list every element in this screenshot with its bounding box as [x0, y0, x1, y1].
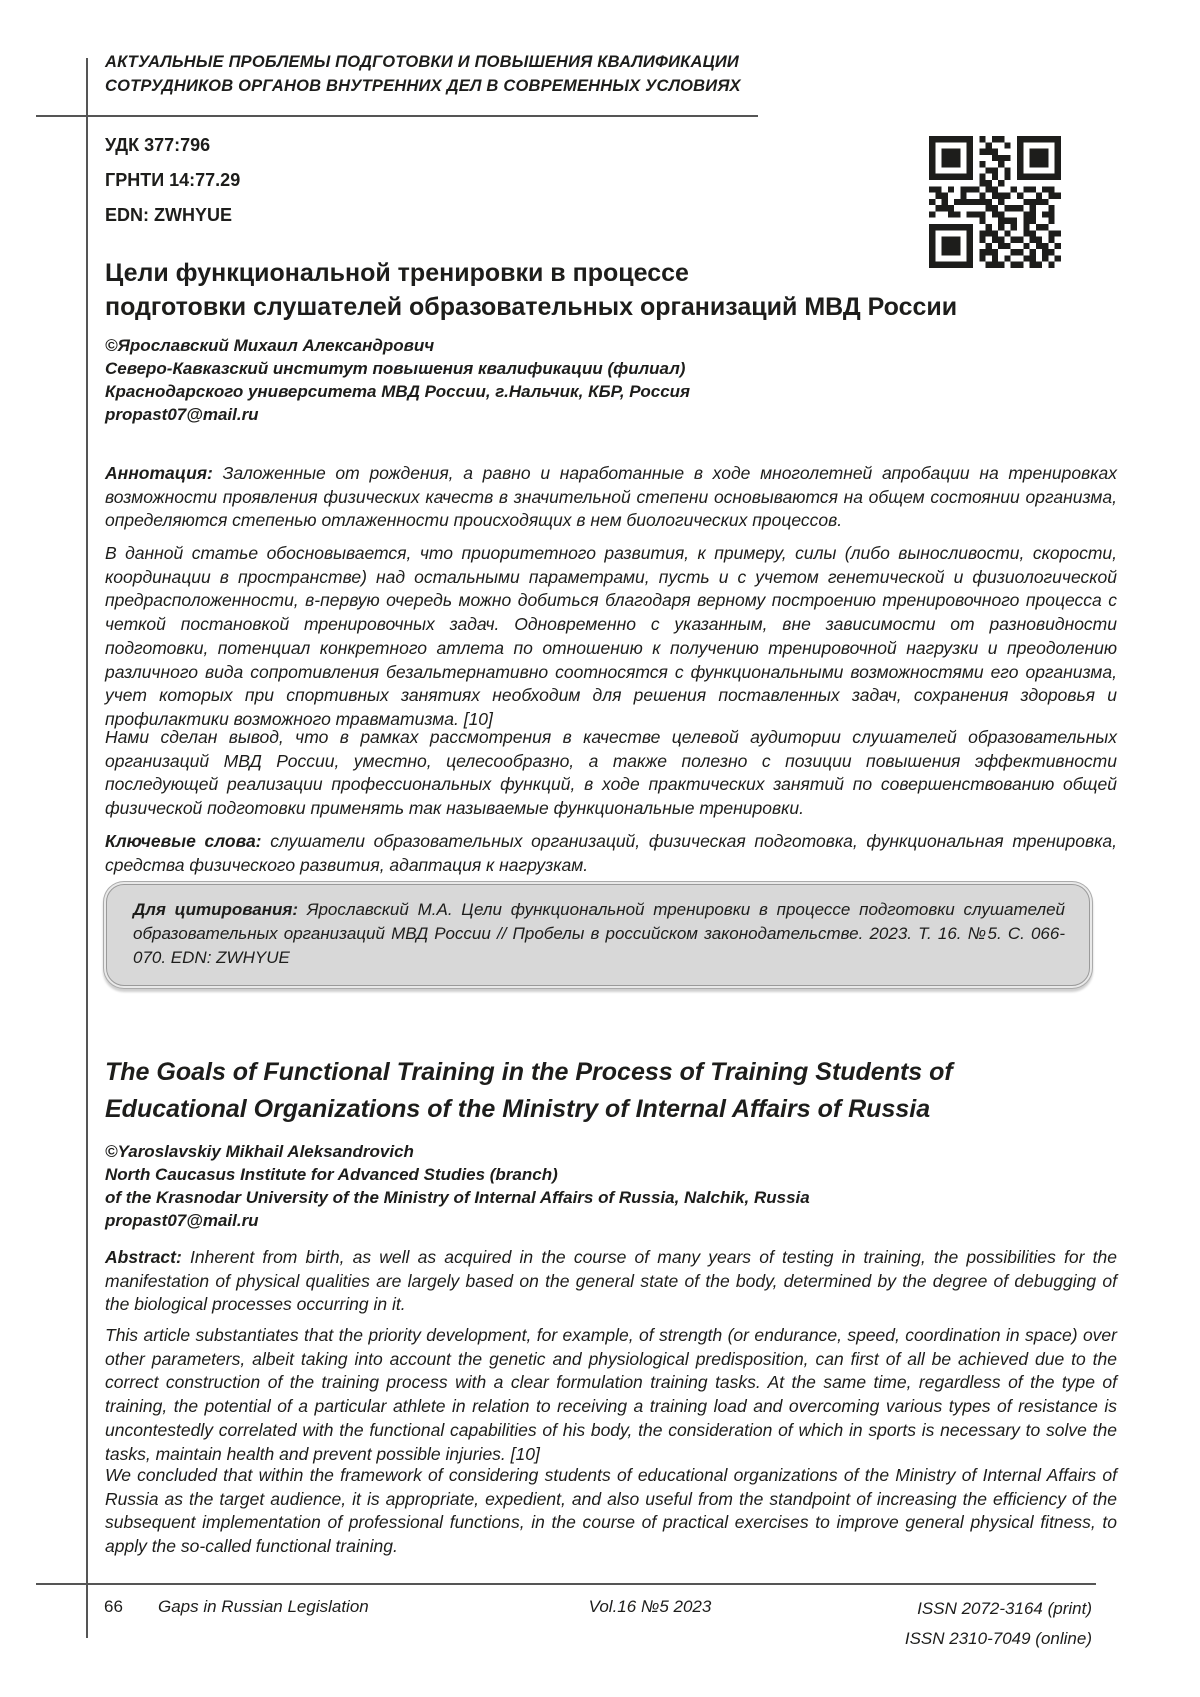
udc-code: УДК 377:796	[105, 135, 211, 155]
abstract-en-paragraph-1	[105, 1246, 1117, 1317]
keywords-ru	[105, 830, 1117, 877]
header-divider-rule	[36, 115, 758, 117]
article-title-en-line-2: Educational Organizations of the Ministry of Internal Affairs of Russia	[105, 1095, 931, 1123]
left-margin-rule	[86, 58, 88, 1638]
page-number: 66	[104, 1597, 123, 1616]
article-title-en	[105, 1054, 1115, 1128]
abstract-ru-paragraph-1	[105, 462, 1117, 533]
affiliation-ru-2: Краснодарского университета МВД России, г.Нальчик, КБР, Россия	[105, 382, 691, 401]
abstract-ru-paragraph-2: В данной статье обосновывается, что приоритетного развития, к примеру, силы (либо выносливости, скорости, координации в пространстве) над остальными параметрами, пусть и с учетом генетической и физиологической предрасположенности, в-первую очередь можно добиться благодаря верному построению тренировочного процесса с четкой постановкой тренировочных задач. Одновременно с указанным, вне зависимости от разновидности подготовки, потенциал конкретного атлета по отношению к получению тренировочной нагрузки и преодолению различного вида сопротивления безальтернативно соотносятся с функциональными возможностями его организма, учет которых при спортивных занятиях необходим для решения поставленных задач, сохранения здоровья и профилактики возможного травматизма. [10]	[105, 543, 1117, 729]
issn-print: ISSN 2072-3164 (print)	[917, 1599, 1092, 1618]
abstract-en-paragraph-3: We concluded that within the framework of considering students of educational organizations of the Ministry of Internal Affairs of Russia as the target audience, it is appropriate, expedient, and also useful from the standpoint of increasing the efficiency of the subsequent implementation of professional functions, in the course of practical exercises to improve general physical fitness, to apply the so-called functional training.	[105, 1465, 1117, 1557]
article-meta	[105, 128, 240, 233]
author-block-en	[105, 1140, 1005, 1232]
abstract-en-text-1: Inherent from birth, as well as acquired in the course of many years of testing in training, the possibilities for the manifestation of physical qualities are largely based on the general state of the body, determined by the degree of debugging of the biological processes occurring in it.	[105, 1247, 1117, 1315]
running-head	[105, 50, 865, 98]
article-title-ru-line-2: подготовки слушателей образовательных организаций МВД России	[105, 293, 958, 321]
abstract-en-paragraph-2: This article substantiates that the priority development, for example, of strength (or endurance, speed, coordination in space) over other parameters, albeit taking into account the genetic and physiological predisposition, can first of all be achieved due to the correct construction of the training process with a clear formulation training tasks. At the same time, regardless of the type of training, the potential of a particular athlete in relation to receiving a training load and overcoming various types of resistance is uncontestedly correlated with the functional capabilities of his body, the consideration of which in sports is necessary to solve the tasks, maintain health and prevent possible injuries. [10]	[105, 1325, 1117, 1464]
keywords-ru-text: слушатели образовательных организаций, физическая подготовка, функциональная тренировка, средства физического развития, адаптация к нагрузкам.	[105, 831, 1117, 875]
citation-label: Для цитирования:	[133, 900, 299, 919]
issn-online: ISSN 2310-7049 (online)	[904, 1629, 1092, 1648]
citation-box	[106, 884, 1090, 986]
abstract-ru-text-1: Заложенные от рождения, а равно и наработанные в ходе многолетней апробации на тренировках возможности проявления физических качеств в значительной степени основываются на общем состоянии организма, определяются степенью отлаженности происходящих в нем биологических процессов.	[105, 463, 1117, 531]
issn-block	[905, 1594, 1092, 1654]
author-email-ru: propast07@mail.ru	[105, 405, 259, 424]
affiliation-ru-1: Северо-Кавказский институт повышения квалификации (филиал)	[105, 359, 686, 378]
author-name-en: ©Yaroslavskiy Mikhail Aleksandrovich	[105, 1142, 414, 1161]
citation-paragraph	[133, 898, 1065, 970]
author-block-ru	[105, 334, 1005, 426]
grnti-code: ГРНТИ 14:77.29	[105, 170, 241, 190]
abstract-ru-label: Аннотация:	[105, 463, 213, 483]
article-title-ru	[105, 256, 1105, 324]
volume-issue: Vol.16 №5 2023	[588, 1597, 712, 1616]
qr-code	[929, 136, 1061, 268]
edn-code: EDN: ZWHYUE	[105, 205, 232, 225]
journal-name: Gaps in Russian Legislation	[158, 1597, 369, 1616]
affiliation-en-2: of the Krasnodar University of the Ministry of Internal Affairs of Russia, Nalchik, Russia	[105, 1188, 810, 1207]
running-head-line-2: СОТРУДНИКОВ ОРГАНОВ ВНУТРЕННИХ ДЕЛ В СОВРЕМЕННЫХ УСЛОВИЯХ	[105, 77, 741, 95]
running-head-line-1: АКТУАЛЬНЫЕ ПРОБЛЕМЫ ПОДГОТОВКИ И ПОВЫШЕНИЯ КВАЛИФИКАЦИИ	[105, 53, 739, 71]
keywords-ru-label: Ключевые слова:	[105, 831, 262, 851]
citation-text: Ярославский М.А. Цели функциональной тренировки в процессе подготовки слушателей образовательных организаций МВД России // Пробелы в российском законодательстве. 2023. Т. 16. №5. С. 066-070. EDN: ZWHYUE	[133, 900, 1065, 967]
author-name-ru: ©Ярославский Михаил Александрович	[105, 336, 435, 355]
affiliation-en-1: North Caucasus Institute for Advanced Studies (branch)	[105, 1165, 558, 1184]
article-title-en-line-1: The Goals of Functional Training in the Process of Training Students of	[105, 1058, 953, 1086]
author-email-en: propast07@mail.ru	[105, 1211, 259, 1230]
article-title-ru-line-1: Цели функциональной тренировки в процессе	[105, 259, 689, 287]
abstract-ru-paragraph-3: Нами сделан вывод, что в рамках рассмотрения в качестве целевой аудитории слушателей образовательных организаций МВД России, уместно, целесообразно, а также полезно с позиции повышения эффективности последующей реализации профессиональных функций, в ходе практических занятий по совершенствованию общей физической подготовки применять так называемые функциональные тренировки.	[105, 727, 1117, 819]
abstract-en-label: Abstract:	[105, 1247, 182, 1267]
footer-divider-rule	[36, 1583, 1096, 1585]
